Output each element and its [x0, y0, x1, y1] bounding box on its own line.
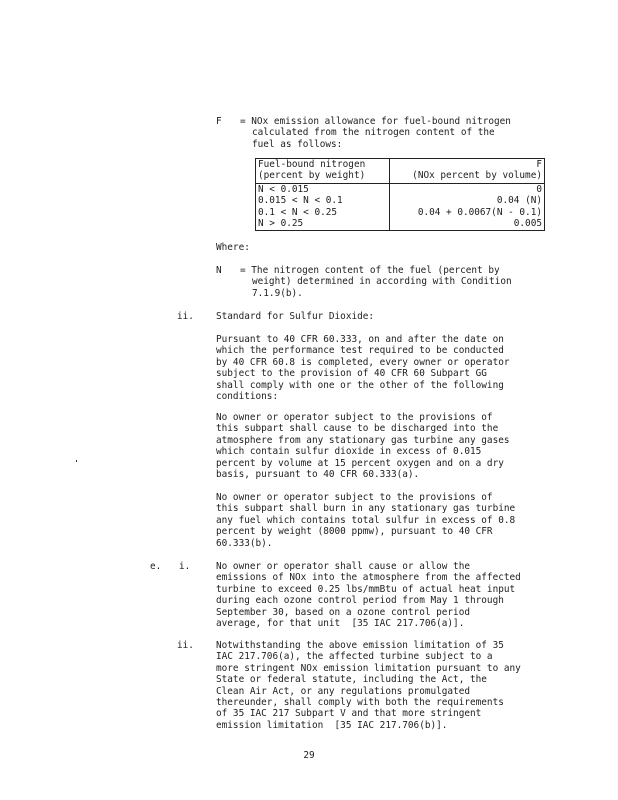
- table-row: [256, 195, 544, 206]
- table-cell-n: N < 0.015: [258, 184, 309, 195]
- item-ii-heading: Standard for Sulfur Dioxide:: [216, 311, 375, 322]
- item-e-ii-text: [216, 640, 521, 731]
- paragraph-line: this subpart shall burn in any stationary gas turbine: [216, 503, 516, 515]
- table-cell-n: N > 0.25: [258, 218, 304, 230]
- table-cell-f: 0: [536, 184, 542, 195]
- paragraph-line: Notwithstanding the above emission limitation of 35: [216, 640, 504, 651]
- paragraph-line: percent by volume at 15 percent oxygen and on a dry: [216, 457, 504, 469]
- table-cell-f: 0.005: [513, 218, 542, 230]
- table-header: [256, 159, 544, 184]
- definition-n-symbol: N: [216, 265, 222, 276]
- item-e-i-text: [216, 561, 521, 629]
- paragraph-line: percent by weight (8000 ppmw), pursuant to 40 CFR: [216, 526, 493, 538]
- item-e-letter: e.: [150, 561, 162, 572]
- paragraph-line: IAC 217.706(a), the affected turbine subject to a: [216, 651, 493, 663]
- paragraph-line: atmosphere from any stationary gas turbine any gases: [216, 434, 510, 446]
- paragraph-line: Pursuant to 40 CFR 60.333, on and after the date on: [216, 334, 504, 345]
- sulfur-paragraph-1: [216, 334, 510, 402]
- paragraph-line: September 30, based on a ozone control period: [216, 606, 470, 618]
- paragraph-line: shall comply with one or the other of the following: [216, 379, 504, 391]
- paragraph-line: by 40 CFR 60.8 is completed, every owner or operator: [216, 356, 510, 368]
- paragraph-line: emission limitation [35 IAC 217.706(b)].: [216, 719, 448, 731]
- header-left-line: Fuel-bound nitrogen: [258, 159, 366, 170]
- paragraph-line: 60.333(b).: [216, 537, 273, 549]
- paragraph-line: which contain sulfur dioxide in excess of 0.015: [216, 446, 482, 458]
- table-cell-f: 0.04 + 0.0067(N - 0.1): [417, 206, 542, 218]
- definition-f-text: [240, 116, 511, 150]
- paragraph-line: turbine to exceed 0.25 lbs/mmBtu of actual heat input: [216, 583, 516, 595]
- table-row: [256, 184, 544, 195]
- table-cell-n: 0.1 < N < 0.25: [258, 206, 338, 218]
- item-ii-numeral: ii.: [177, 311, 194, 322]
- sulfur-paragraph-3: [216, 492, 515, 549]
- sulfur-paragraph-2: [216, 412, 510, 480]
- definition-f-line: calculated from the nitrogen content of the: [252, 127, 495, 139]
- definition-f-symbol: F: [216, 116, 222, 127]
- definition-n-line: = The nitrogen content of the fuel (percent by: [240, 265, 500, 276]
- table-cell-f: 0.04 (N): [496, 195, 542, 207]
- paragraph-line: average, for that unit [35 IAC 217.706(a)].: [216, 618, 465, 630]
- definition-n-line: 7.1.9(b).: [252, 287, 303, 299]
- header-right-line: F: [536, 159, 542, 170]
- header-right-line: (NOx percent by volume): [412, 170, 542, 181]
- paragraph-line: this subpart shall cause to be discharged into the: [216, 423, 499, 435]
- paragraph-line: basis, pursuant to 40 CFR 60.333(a).: [216, 469, 420, 481]
- paragraph-line: No owner or operator subject to the provisions of: [216, 492, 493, 503]
- paragraph-line: No owner or operator shall cause or allow the: [216, 561, 470, 572]
- definition-n-text: [240, 265, 512, 299]
- paragraph-line: of 35 IAC 217 Subpart V and that more stringent: [216, 708, 482, 720]
- paragraph-line: more stringent NOx emission limitation pursuant to any: [216, 662, 521, 674]
- definition-f-line: fuel as follows:: [252, 138, 343, 150]
- paragraph-line: any fuel which contains total sulfur in excess of 0.8: [216, 514, 516, 526]
- paragraph-line: emissions of NOx into the atmosphere from the affected: [216, 572, 521, 584]
- header-left-line: (percent by weight): [258, 170, 366, 181]
- page-number: 29: [303, 750, 315, 761]
- paragraph-line: conditions:: [216, 391, 279, 403]
- paragraph-line: State or federal statute, including the Act, the: [216, 674, 487, 686]
- item-e-ii-numeral: ii.: [177, 640, 194, 651]
- paragraph-line: which the performance test required to be conducted: [216, 345, 504, 357]
- table-row: [256, 207, 544, 218]
- table-row: [256, 218, 544, 229]
- paragraph-line: thereunder, shall comply with both the requirements: [216, 697, 504, 709]
- paragraph-line: during each ozone control period from May 1 through: [216, 595, 504, 607]
- paragraph-line: subject to the provision of 40 CFR 60 Subpart GG: [216, 368, 487, 380]
- paragraph-line: Clean Air Act, or any regulations promulgated: [216, 685, 470, 697]
- table-cell-n: 0.015 < N < 0.1: [258, 195, 343, 207]
- paragraph-line: No owner or operator subject to the provisions of: [216, 412, 493, 423]
- definition-f-line: = NOx emission allowance for fuel-bound nitrogen: [240, 116, 511, 127]
- table-body: [256, 184, 544, 230]
- table-divider: [389, 159, 390, 183]
- scan-speck: [76, 460, 77, 462]
- item-e-i-numeral: i.: [179, 561, 191, 572]
- where-label: Where:: [216, 242, 250, 253]
- definition-n-line: weight) determined in according with Condition: [252, 276, 512, 288]
- fuel-nitrogen-table: [255, 158, 545, 231]
